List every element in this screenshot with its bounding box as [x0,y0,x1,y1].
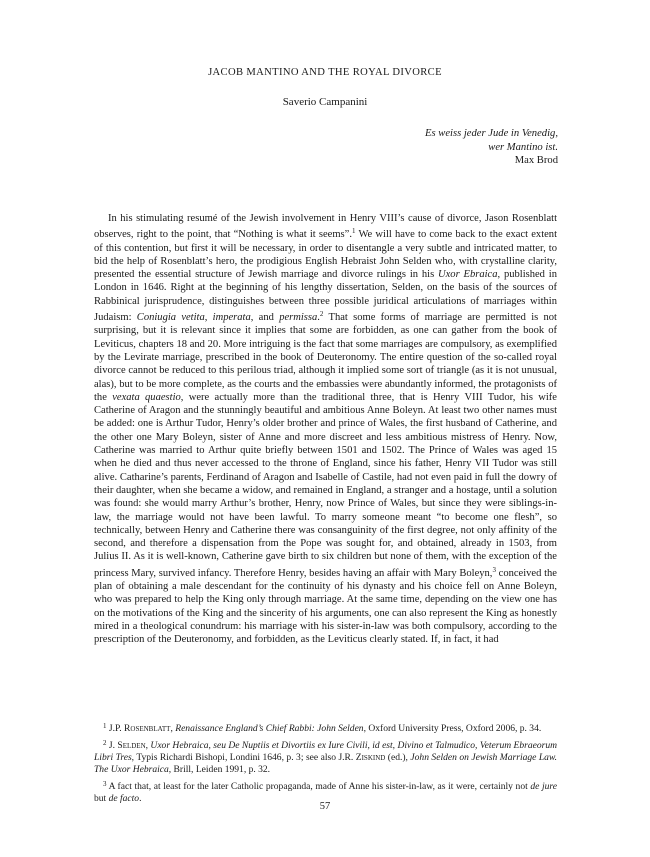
text-run: conceived the plan of obtaining a male descendant for the continuity of his dynasty and his choice fell on Anne Boleyn, who was prepared to help the King only through marriage. At the same time, depending on the view one has on the motivations of the King and the sincerity of his arguments, one can also represent the King as honestly mired in a theological conundrum: his marriage with his sister-in-law was both compulsory, according to the prescription of the Deuteronomy, and forbidden, as the Leviticus clearly stated. If, in fact, it had [94,567,557,646]
footnote-title: John Selden on Jewish Marriage Law. The Uxor Hebraica [94,752,557,776]
epigraph-line-2: wer Mantino ist. [488,141,558,153]
footnote-text: , Typis Richardi Bishopi, Londini 1646, p. 3; see also J.R. [131,752,356,764]
footnote-text: . [139,793,142,805]
italic-run: vexata quaestio [112,391,181,403]
footnote-number: 2 [103,739,107,748]
footnote-ref-3[interactable]: 3 [492,565,496,574]
text-run: , were actually more than the traditional three, that is Henry VIII Tudor, his wife Catherine of Aragon and the stunningly beautiful and ambitious Anne Boleyn. At least two other names must be added: one is Arthur Tudor, Henry’s older brother and prince of Wales, the first husband of Catherine, and the other one Mary Boleyn, sister of Anne and more discreet and less ambitious mistress of Henry. Now, Catherine was married to Arthur quite briefly between 1501 and 1502. The Prince of Wales was aged 15 when he died and thus never accessed to the throne of England, since his father, Henry VII Tudor was still alive. Catharine’s parents, Ferdinand of Aragon and Isabelle of Castile, had not even paid in full the dowry of their daughter, when she became a widow, and remained in England, a stranger and a hostage, until a solution was found: she would marry Arthur’s brother, Henry, now Prince of Wales, but since they were siblings-in-law, the marriage would not have been lawful. To marry someone meant “to become one flesh”, so technically, between Henry and Catherine there was consanguinity of the first degree, not only affinity of the second, and therefore a dispensation from the Pope was sought for, and obtained, already in 1503, from Julius II. As it is well-known, Catherine gave birth to six children but none of them, with the exception of the princess Mary, survived infancy. Therefore Henry, besides having an affair with Mary Boleyn, [94,391,557,579]
page-number: 57 [319,801,331,812]
footnote-italic: de jure [530,781,557,793]
footnote-number: 1 [103,722,107,730]
footnote-text: , Brill, Leiden 1991, p. 32. [168,764,271,776]
footnote-ref-1[interactable]: 1 [351,227,356,236]
footnotes [94,720,557,808]
text-run: , and [250,312,280,324]
text-run: In his stimulating resumé of the Jewish involvement in Henry VIII’s cause of divorce, Jason Rosenblatt observes, right to the point, that “Nothing is what it seems”. [94,213,557,241]
footnote-editor: Ziskind [355,752,386,764]
italic-run: Uxor Ebraica [438,269,498,281]
text-run: , [204,312,213,324]
epigraph [425,127,558,168]
footnote-1: $^1$ J.P. Rosenblatt, Renaissance England’s Chief Rabbi: John Selden, Oxford University Press, Oxford 2006, p. 34. [103,722,542,734]
footnote-author: J.P. Rosenblatt [108,723,171,734]
text-run: We will have to come back to the exact extent of this contention, but first it will be necessary, in order to disentangle a very subtle and intricated matter, to bid the help of Rosenblatt’s hero, the prodigious English Hebraist John Selden who, with crystalline clarity, presented the essential structure of Jewish marriage and divorce rulings in his [94,229,558,281]
footnote-ref-2[interactable]: 2 [319,310,324,319]
epigraph-source: Max Brod [514,155,558,166]
footnote-author: J. Selden [108,740,146,752]
paragraph [94,212,557,647]
footnote-title: Uxor Hebraica, seu De Nuptiis et Divortiis ex Iure Civili, id est, Divino et Talmudico, Veterum Ebraeorum Libri Tres [94,740,557,764]
footnote-text: , [145,740,151,752]
footnote-2 [94,737,557,776]
text-run: That some forms of marriage are permitted is not surprising, but it is relevant since it implies that some are forbidden, as one can gather from the book of Leviticus, chapters 18 and 20. More intriguing is the fact that some marriages are compulsory, as exemplified by the Levirate marriage, prescribed in the book of Deuteronomy. The entire question of the so-called royal divorce cannot be reduced to this perilous triad, although it implied some sort of triangle (as it is not unusual, alas), but to be more complete, as the courts and the embassies were abundantly informed, the protagonists of the [94,312,557,403]
footnote-text: A fact that, at least for the later Catholic propaganda, made of Anne his sister-in-law, as it were, certainly not [108,781,531,793]
footnote-title: Renaissance England’s Chief Rabbi: John Selden [175,723,364,734]
article-title: JACOB MANTINO AND THE ROYAL DIVORCE [208,67,442,78]
text-run: , published in London in 1646. Right at the beginning of his lengthy dissertation, Selden, on the basis of the sources of Rabbinical jurisprudence, distinguishes between three possible juridical articulations of marriages within Judaism: [94,269,557,324]
italic-run: Coniugia vetita [136,312,205,324]
footnote-italic: de facto [108,793,140,805]
text-run: . [317,312,320,324]
footnote-text: (ed.), [385,752,411,764]
footnote-text: but [94,793,109,805]
author-name: Saverio Campanini [282,96,368,108]
footnote-number: 3 [103,780,107,789]
italic-run: permissa [279,312,318,324]
italic-run: imperata [212,312,251,324]
body-text [94,212,557,647]
epigraph-line-1: Es weiss jeder Jude in Venedig, [425,128,558,139]
footnote-text: , Oxford University Press, Oxford 2006, p. 34. [363,723,542,734]
